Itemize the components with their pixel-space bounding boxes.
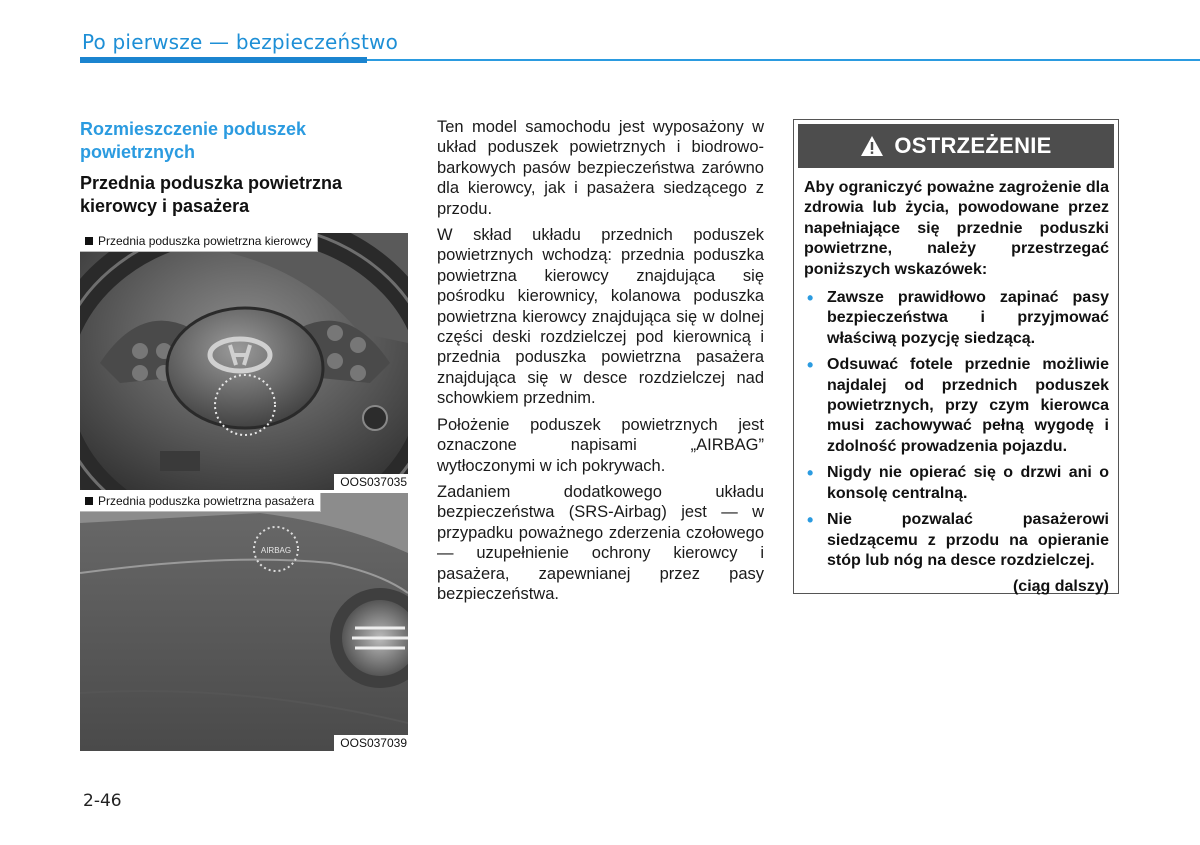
bullet-icon: •	[807, 288, 814, 309]
figure-driver-airbag	[80, 233, 408, 490]
figure-caption	[80, 493, 321, 512]
body-paragraph: W skład układu przednich poduszek powietrznych wchodzą: przednia poduszka powietrzna kierowcy znajdująca się pośrodku kierownicy, kolanowa poduszka powietrzna kierowcy znajdująca się w dolnej części deski rozdzielczej pod kierownicą i przednia poduszka powietrzna pasażera znajdująca się w desce rozdzielczej nad schowkiem przednim.	[437, 226, 764, 408]
page-number: 2-46	[83, 791, 122, 811]
section-heading: Rozmieszczenie poduszek powietrznych	[80, 119, 307, 162]
warning-body	[804, 178, 1109, 598]
warning-list	[804, 288, 1109, 571]
warning-item-text: Nie pozwalać pasażerowi siedzącemu z przodu na opieranie stóp lub nóg na desce rozdzielczej.	[827, 511, 1109, 569]
body-paragraph: Położenie poduszek powietrznych jest oznaczone napisami „AIRBAG” wytłoczonymi w ich pokrywach.	[437, 415, 764, 475]
figure-caption-text: Przednia poduszka powietrzna pasażera	[98, 494, 315, 508]
warning-title: OSTRZEŻENIE	[894, 133, 1052, 158]
warning-item-text: Odsuwać fotele przednie możliwie najdalej od przednich poduszek powietrznych, przy czym kierowca musi zachowywać pełną wygodę i zdolność prowadzenia pojazdu.	[827, 356, 1109, 455]
body-paragraph: Zadaniem dodatkowego układu bezpieczeństwa (SRS-Airbag) jest — w przypadku poważnego zderzenia czołowego — uzupełnienie ochrony kierowcy i pasażera, zapewnianej przez pasy bezpieczeństwa.	[437, 482, 764, 603]
body-paragraph: Ten model samochodu jest wyposażony w układ poduszek powietrznych i biodrowo-barkowych pasów bezpieczeństwa zarówno dla kierowcy, jak i pasażera siedzącego z przodu.	[437, 118, 764, 218]
bullet-icon: •	[807, 510, 814, 531]
dashboard-illustration	[80, 493, 408, 751]
body-text-column	[437, 117, 764, 610]
subsection-heading: Przednia poduszka powietrzna kierowcy i pasażera	[80, 173, 343, 216]
warning-intro: Aby ograniczyć poważne zagrożenie dla zdrowia lub życia, powodowane przez napełniające się przednie poduszki powietrzne, należy przestrzegać poniższych wskazówek:	[804, 179, 1109, 278]
continued-note: (ciąg dalszy)	[1012, 578, 1109, 596]
figure-caption	[80, 233, 318, 252]
warning-triangle-icon	[860, 135, 884, 157]
warning-header	[798, 124, 1114, 168]
figure-passenger-airbag	[80, 493, 408, 751]
warning-box	[793, 119, 1119, 594]
warning-item	[804, 463, 1109, 504]
left-column	[80, 118, 410, 218]
airbag-embossed-label: AIRBAG	[260, 546, 292, 555]
section-header-title: Po pierwsze — bezpieczeństwo	[82, 30, 399, 54]
figure-caption-text: Przednia poduszka powietrzna kierowcy	[98, 234, 312, 248]
warning-item	[804, 355, 1109, 457]
warning-item	[804, 288, 1109, 349]
warning-item	[804, 510, 1109, 571]
warning-item-text: Nigdy nie opierać się o drzwi ani o konsolę centralną.	[827, 464, 1109, 502]
bullet-icon: •	[807, 463, 814, 484]
figure-code: OOS037039	[334, 735, 408, 751]
steering-wheel-illustration	[80, 233, 408, 490]
warning-item-text: Zawsze prawidłowo zapinać pasy bezpieczeństwa i przyjmować właściwą pozycję siedzącą.	[827, 289, 1109, 347]
caption-square-icon	[85, 237, 93, 245]
bullet-icon: •	[807, 355, 814, 376]
header-rule-accent	[80, 57, 367, 63]
caption-square-icon	[85, 497, 93, 505]
figure-code: OOS037035	[334, 474, 408, 490]
